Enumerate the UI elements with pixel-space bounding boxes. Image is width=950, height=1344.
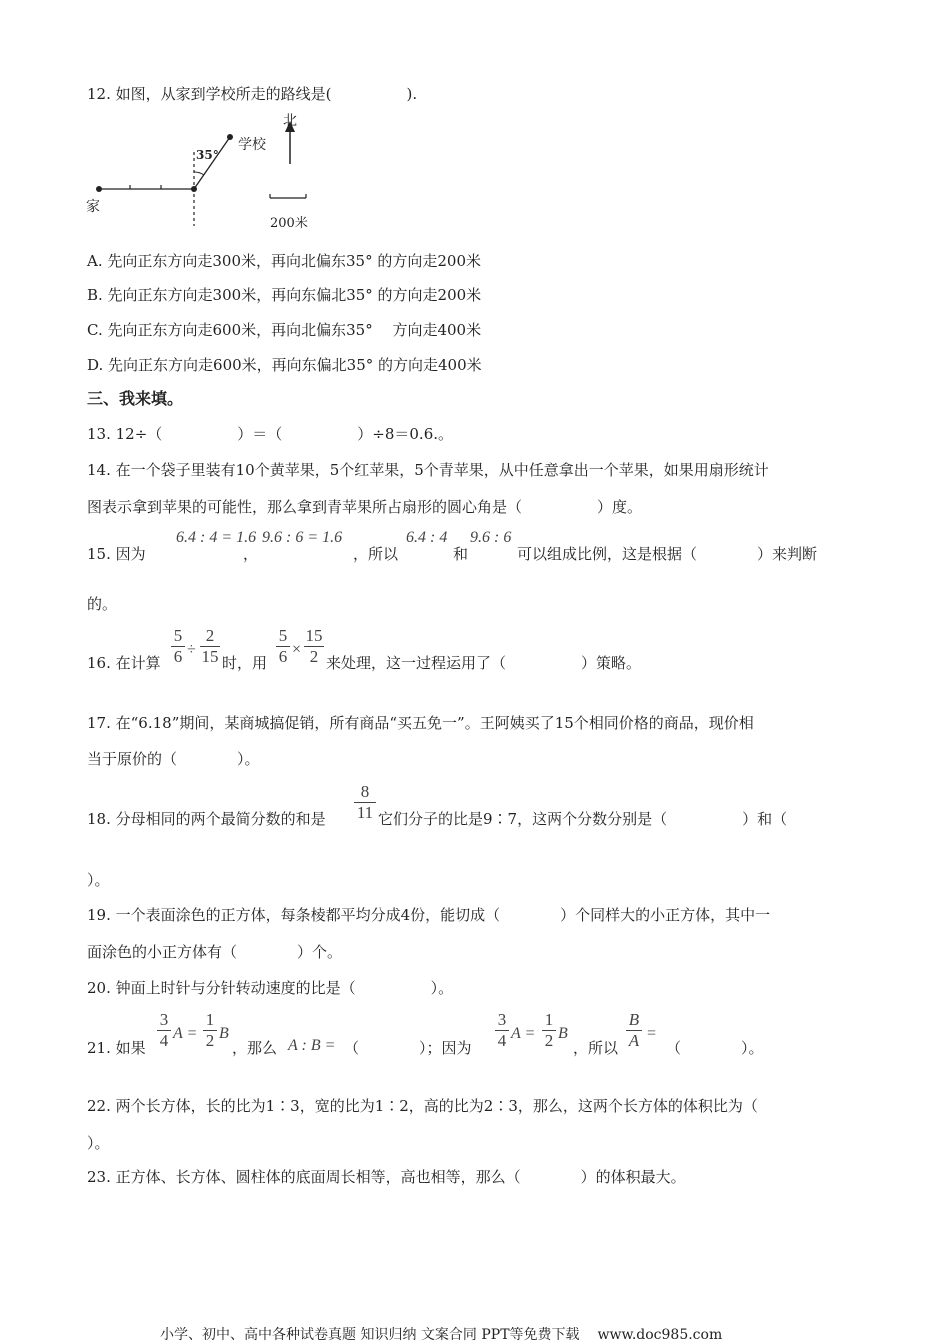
q16-suffix: 来处理，这一过程运用了（ ）策略。 (326, 654, 642, 672)
q21-prefix: 21. 如果 (87, 1039, 146, 1057)
angle-arc (194, 172, 204, 175)
q20: 20. 钟面上时针与分针转动速度的比是（ ）。 (87, 979, 454, 997)
q16-fraction-1: 5 6 (171, 626, 185, 667)
q18-fraction: 8 11 (354, 782, 376, 823)
q21-var2: B (219, 1025, 229, 1042)
q21-mid3: ，所以 (573, 1039, 619, 1057)
q15-expr2: 9.6 : 6 = 1.6 (262, 529, 343, 546)
q21-ratio: A : B = (288, 1037, 336, 1054)
q12-option-c[interactable]: C. 先向正东方向走600米，再向北偏东35° 方向走400米 (87, 321, 482, 339)
q17-line2: 当于原价的（ ）。 (87, 750, 260, 768)
q16-fraction-4: 15 2 (305, 626, 323, 666)
q15-expr4: 9.6 : 6 (470, 529, 512, 546)
q16-divide: ÷ (187, 641, 196, 658)
q12-option-a[interactable]: A. 先向正东方向走300米，再向北偏东35° 的方向走200米 (87, 252, 481, 270)
q15-suffix: 可以组成比例，这是根据（ ）来判断 (517, 545, 818, 563)
q19-line1: 19. 一个表面涂色的正方体，每条棱都平均分成4份，能切成（ ）个同样大的小正方体，其中一 (87, 906, 771, 924)
q16-fraction-2: 2 15 (201, 626, 219, 666)
school-dot (227, 134, 233, 140)
q15-and: 和 (453, 545, 469, 563)
q21-mid1: ，那么 (232, 1039, 278, 1057)
q15-line2: 的。 (87, 595, 118, 613)
q16-prefix: 16. 在计算 (87, 654, 161, 672)
q22-line1: 22. 两个长方体，长的比为1∶3，宽的比为1∶2，高的比为2∶3，那么，这两个长方体的体积比为（ (87, 1097, 758, 1115)
angle-label: 35° (196, 148, 219, 162)
q14-line2: 图表示拿到苹果的可能性，那么拿到青苹果所占扇形的圆心角是（ ）度。 (87, 498, 643, 516)
footer-text: 小学、初中、高中各种试卷真题 知识归纳 文案合同 PPT等免费下载 (160, 1327, 580, 1343)
footer-link[interactable]: www.doc985.com (597, 1327, 723, 1343)
scale-label: 200米 (270, 216, 308, 231)
q12-option-d[interactable]: D. 先向正东方向走600米，再向东偏北35° 的方向走400米 (87, 356, 482, 374)
q23: 23. 正方体、长方体、圆柱体的底面周长相等，高也相等，那么（ ）的体积最大。 (87, 1168, 686, 1186)
footer (160, 1324, 722, 1344)
q15-expr1: 6.4 : 4 = 1.6 (176, 529, 257, 546)
q18-suffix: 它们分子的比是9∶7，这两个分数分别是（ ）和（ (378, 810, 788, 828)
turn-dot (191, 186, 197, 192)
q21-equals: = (647, 1025, 657, 1042)
q15-comma: ， (243, 545, 259, 563)
q21-fraction-1: 3 4 (157, 1010, 171, 1051)
q12-stem: 12. 如图，从家到学校所走的路线是( ). (87, 85, 418, 103)
q21-var4: B (558, 1025, 568, 1042)
q18-line2: ）。 (87, 871, 110, 889)
q21-fraction-3: 3 4 (495, 1010, 509, 1051)
q22-line2: ）。 (87, 1134, 110, 1152)
q15-prefix: 15. 因为 (87, 545, 146, 563)
q17-line1: 17. 在“6.18”期间，某商城搞促销，所有商品“买五免一”。王阿姨买了15个相同价格的商品，现价相 (87, 714, 754, 732)
section-heading: 三、我来填。 (87, 389, 184, 408)
q16-fraction-3: 5 6 (276, 626, 290, 667)
home-label: 家 (86, 199, 100, 215)
q21-suffix: （ ）。 (666, 1039, 764, 1057)
q18-prefix: 18. 分母相同的两个最简分数的和是 (87, 810, 326, 828)
q13: 13. 12÷（ ）＝（ ）÷8＝0.6.。 (87, 425, 454, 443)
route-northeast-segment (194, 137, 230, 189)
q15-expr3: 6.4 : 4 (406, 529, 448, 546)
q16-times: × (292, 641, 302, 658)
q21-fraction-5: B A (626, 1010, 642, 1051)
q19-line2: 面涂色的小正方体有（ ）个。 (87, 943, 343, 961)
q12-option-b[interactable]: B. 先向正东方向走300米，再向东偏北35° 的方向走200米 (87, 286, 482, 304)
school-label: 学校 (238, 137, 266, 153)
q21-fraction-4: 1 2 (542, 1010, 556, 1051)
home-dot (96, 186, 102, 192)
q21-var1: A = (173, 1025, 198, 1042)
q16-mid: 时，用 (222, 654, 268, 672)
q21-fraction-2: 1 2 (203, 1010, 217, 1051)
q21-var3: A = (511, 1025, 536, 1042)
q15-mid: ，所以 (353, 545, 399, 563)
north-label: 北 (283, 113, 297, 129)
q14-line1: 14. 在一个袋子里装有10个黄苹果，5个红苹果，5个青苹果，从中任意拿出一个苹果，如果用扇形统计 (87, 461, 769, 479)
q21-mid2: （ ）；因为 (344, 1039, 472, 1057)
